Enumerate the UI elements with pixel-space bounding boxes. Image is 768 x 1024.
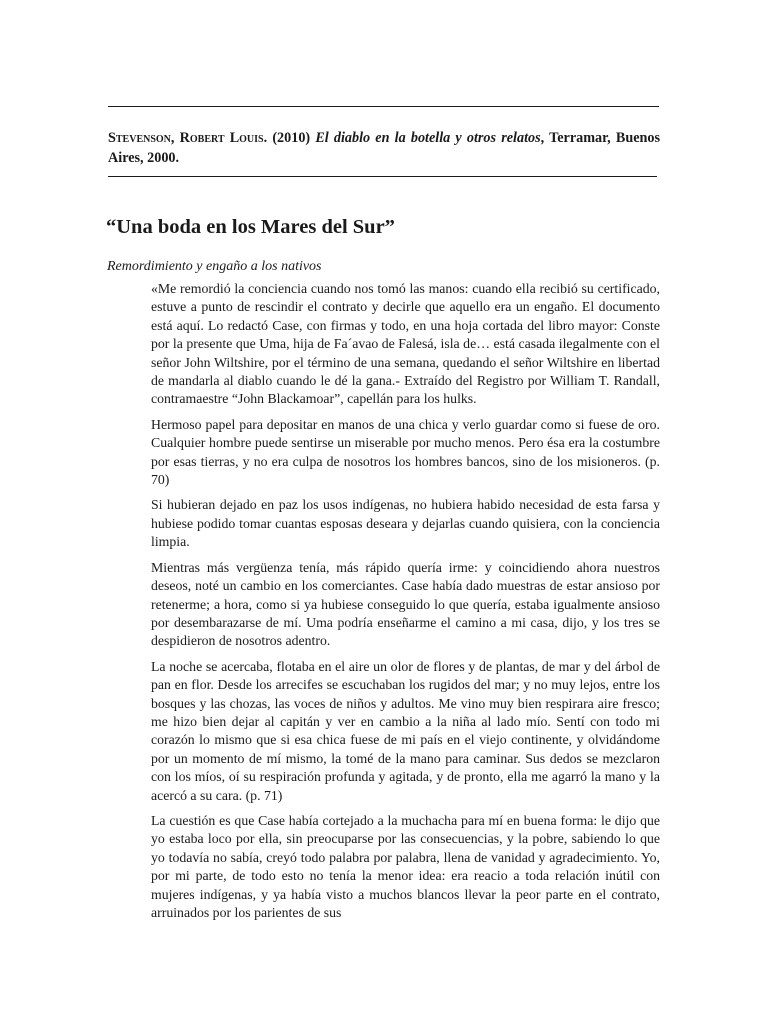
section-subheading: Remordimiento y engaño a los nativos xyxy=(107,259,322,274)
paragraph: La cuestión es que Case había cortejado a la muchacha para mí en buena forma: le dijo que yo estaba loco por ella, sin preocuparse por las consecuencias, y la pobre, sabiendo lo que yo todavía no sabía, creyó todo palabra por palabra, llena de vanidad y agradecimiento. Yo, por mi parte, de todo esto no tenía la menor idea: era reacio a toda relación inútil con mujeres indígenas, y ya había visto a muchos blancos llevar la peor parte en el contrato, arruinados por los parientes de sus xyxy=(151,812,660,920)
top-rule xyxy=(108,106,659,107)
book-title: El diablo en la botella y otros relatos xyxy=(315,130,541,146)
paragraph: Mientras más vergüenza tenía, más rápido quería irme: y coincidiendo ahora nuestros deseos, noté un cambio en los comerciantes. Case había dado muestras de estar ansioso por retenerme; a hora, como si ya hubiese conseguido lo que quería, estaba igualmente ansioso por desembarazarse de mí. Uma podría enseñarme el camino a mi casa, dijo, y los tres se despidieron de nosotros adentro. xyxy=(151,559,660,649)
author-last-name: Stevenson xyxy=(108,130,171,146)
author-separator: , xyxy=(170,130,180,146)
bottom-rule xyxy=(108,176,657,177)
author-first-name: Robert Louis. xyxy=(179,130,268,146)
paragraph: «Me remordió la conciencia cuando nos tomó las manos: cuando ella recibió su certificado, estuve a punto de rescindir el contrato y decirle que aquello era un engaño. El documento está aquí. Lo redactó Case, con firmas y todo, en una hoja cortada del libro mayor: Conste por la presente que Uma, hija de Fa´avao de Falesá, isla de… está casada ilegalmente con el señor John Wiltshire, por el término de una semana, quedando el señor Wiltshire en libertad de mandarla al diablo cuando le dé la gana.- Extraído del Registro por William T. Randall, contramaestre “John Blackamoar”, capellán para los hulks. xyxy=(151,281,660,407)
bibliographic-citation xyxy=(108,128,660,168)
paragraph: Si hubieran dejado en paz los usos indígenas, no hubiera habido necesidad de esta farsa y hubiese podido tomar cuantas esposas deseara y dejarlas cuando quisiera, con la conciencia limpia. xyxy=(151,497,660,550)
publisher-place: , Terramar, Buenos Aires, 2000. xyxy=(108,130,661,166)
paragraph: Hermoso papel para depositar en manos de una chica y verlo guardar como si fuese de oro. Cualquier hombre puede sentirse un miserable por mucho menos. Pero ésa era la costumbre por esas tierras, y no era culpa de nosotros los hombres bancos, sino de los misioneros. (p. 70) xyxy=(151,416,660,488)
publication-year: (2010) xyxy=(267,130,316,146)
section-heading-text: “Una boda en los Mares del Sur” xyxy=(106,216,395,238)
quoted-text-block xyxy=(151,280,660,929)
paragraph: La noche se acercaba, flotaba en el aire un olor de flores y de plantas, de mar y del árbol de pan en flor. Desde los arrecifes se escuchaban los rugidos del mar; y no muy lejos, entre los bosques y las chozas, las voces de niños y adultos. Me vino muy bien respirara aire fresco; me hizo bien dejar al capitán y ver en cambio a la niña al lado mío. Sentí con todo mi corazón lo mismo que si esa chica fuese de mi país en el viejo continente, y olvidándome por un momento de mí mismo, la tomé de la mano para caminar. Sus dedos se mezclaron con los míos, oí su respiración profunda y agitada, y de pronto, ella me agarró la mano y la acercó a su cara. (p. 71) xyxy=(151,658,660,803)
section-heading xyxy=(106,214,395,241)
